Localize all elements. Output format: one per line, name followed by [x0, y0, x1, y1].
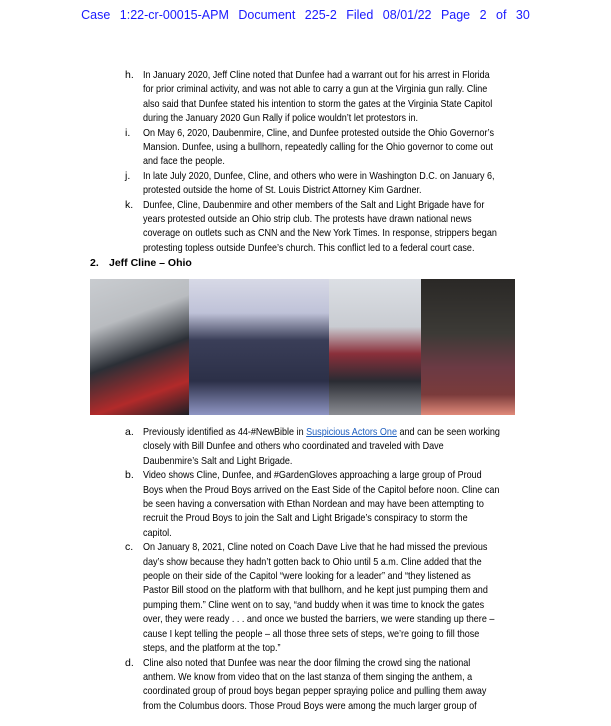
item-line: day’s show because they hadn’t gotten back to Ohio until 5 a.m. Cline added that the	[143, 555, 482, 568]
case-header: Case 1:22-cr-00015-APM Document 225-2 Filed 08/01/22 Page 2 of 30	[81, 8, 530, 22]
item-line: capitol.	[143, 526, 172, 539]
item-line: coverage on outlets such as CNN and the New York Times. In response, strippers began	[143, 227, 497, 240]
item-line: closely with Bill Dunfee and others who coordinated and traveled with Dave	[143, 440, 444, 453]
item-letter: d.	[125, 656, 134, 669]
item-line: people on their side of the Capitol “were looking for a leader” and “they listened as	[143, 570, 471, 583]
item-line: from the Columbus doors. Those Proud Boys were among the much larger group of	[143, 699, 477, 712]
item-line: On January 8, 2021, Cline noted on Coach Dave Live that he had missed the previous	[143, 541, 488, 554]
item-line: Mansion. Dunfee, using a bullhorn, repeatedly calling for the Ohio governor to come out	[143, 141, 493, 154]
item-line: coordinated group of proud boys began pepper spraying police and pulling them away	[143, 685, 487, 698]
item-line: be seen having a conversation with Ethan Nordean and may have been attempting to	[143, 498, 484, 511]
item-line: pumping them.” Cline went on to say, “and buddy when it was time to knock the gates	[143, 598, 485, 611]
item-line: during the January 2020 Gun Rally if police wouldn’t let protestors in.	[143, 112, 419, 125]
suspicious-actors-link[interactable]: Suspicious Actors One	[306, 426, 397, 438]
item-line: In late July 2020, Dunfee, Cline, and others who were in Washington D.C. on January 6,	[143, 169, 495, 182]
item-line: also said that Dunfee stated his intention to storm the gates at the Virginia State Capitol	[143, 97, 493, 110]
item-line: Video shows Cline, Dunfee, and #GardenGloves approaching a large group of Proud	[143, 469, 482, 482]
list-item-h	[0, 68, 611, 126]
list-top	[0, 68, 611, 255]
item-line: cause I kept telling the people – all those three sets of steps, we’re going to fill those	[143, 627, 480, 640]
photo-cline-bullhorn	[90, 279, 189, 415]
item-line: over, they were ready . . . and once we busted the barriers, we were standing up there –	[143, 613, 495, 626]
photo-strip	[90, 279, 515, 415]
item-line: In January 2020, Jeff Cline noted that Dunfee had a warrant out for his arrest in Florida	[143, 69, 490, 81]
item-line: protesting topless outside Dunfee’s church. This conflict led to a federal court case.	[143, 241, 475, 254]
item-letter: c.	[125, 541, 134, 554]
item-line: recruit the Proud Boys to join the Salt and Light Brigade’s conspiracy to storm the	[143, 512, 468, 525]
item-line: Pastor Bill stood on the platform with that bullhorn, and he kept just pumping them and	[143, 584, 488, 597]
item-line: for prior criminal activity, and was not able to carry a gun at the Virginia gun rally. Cline	[143, 83, 488, 96]
list-item-a	[0, 425, 611, 468]
section-title: Jeff Cline – Ohio	[109, 257, 192, 269]
section-heading	[90, 256, 192, 270]
item-line: Dunfee, Cline, Daubenmire and other members of the Salt and Light Brigade have for	[143, 198, 485, 211]
item-line: On May 6, 2020, Daubenmire, Cline, and Dunfee protested outside the Ohio Governor’s	[143, 126, 495, 139]
item-line: Daubenmire’s Salt and Light Brigade.	[143, 454, 293, 467]
photo-door-crowd	[421, 279, 515, 415]
text-fragment: and can be seen working	[396, 426, 500, 438]
item-letter: j.	[125, 169, 131, 182]
list-bottom	[0, 425, 611, 713]
item-line: Cline also noted that Dunfee was near the door filming the crowd sing the national	[143, 656, 471, 669]
list-item-i	[0, 126, 611, 169]
item-letter: k.	[125, 198, 134, 211]
text-fragment: Previously identified as 44-#NewBible in	[143, 426, 307, 438]
item-line: Boys when the Proud Boys arrived on the East Side of the Capitol before noon. Cline can	[143, 483, 500, 496]
item-letter: i.	[125, 126, 131, 139]
list-item-d	[0, 656, 611, 714]
item-line: years protested outside an Ohio strip club. The protests have drawn national news	[143, 213, 472, 226]
item-line	[143, 425, 545, 439]
photo-capitol-crowd	[329, 279, 421, 415]
item-line: and face the people.	[143, 155, 225, 168]
photo-proud-boys-group	[189, 279, 329, 415]
item-letter: b.	[125, 469, 134, 482]
section-number: 2.	[90, 257, 99, 269]
list-item-b	[0, 468, 611, 540]
item-line: anthem. We know from video that on the last stanza of them singing the anthem, a	[143, 670, 473, 683]
item-letter: a.	[125, 426, 134, 438]
item-line: steps, and the platform at the top.”	[143, 642, 281, 655]
list-item-j	[0, 169, 611, 198]
list-item-k	[0, 198, 611, 256]
item-line: protested outside the home of St. Louis District Attorney Kim Gardner.	[143, 184, 422, 197]
list-item-c	[0, 540, 611, 655]
item-letter: h.	[125, 69, 134, 81]
